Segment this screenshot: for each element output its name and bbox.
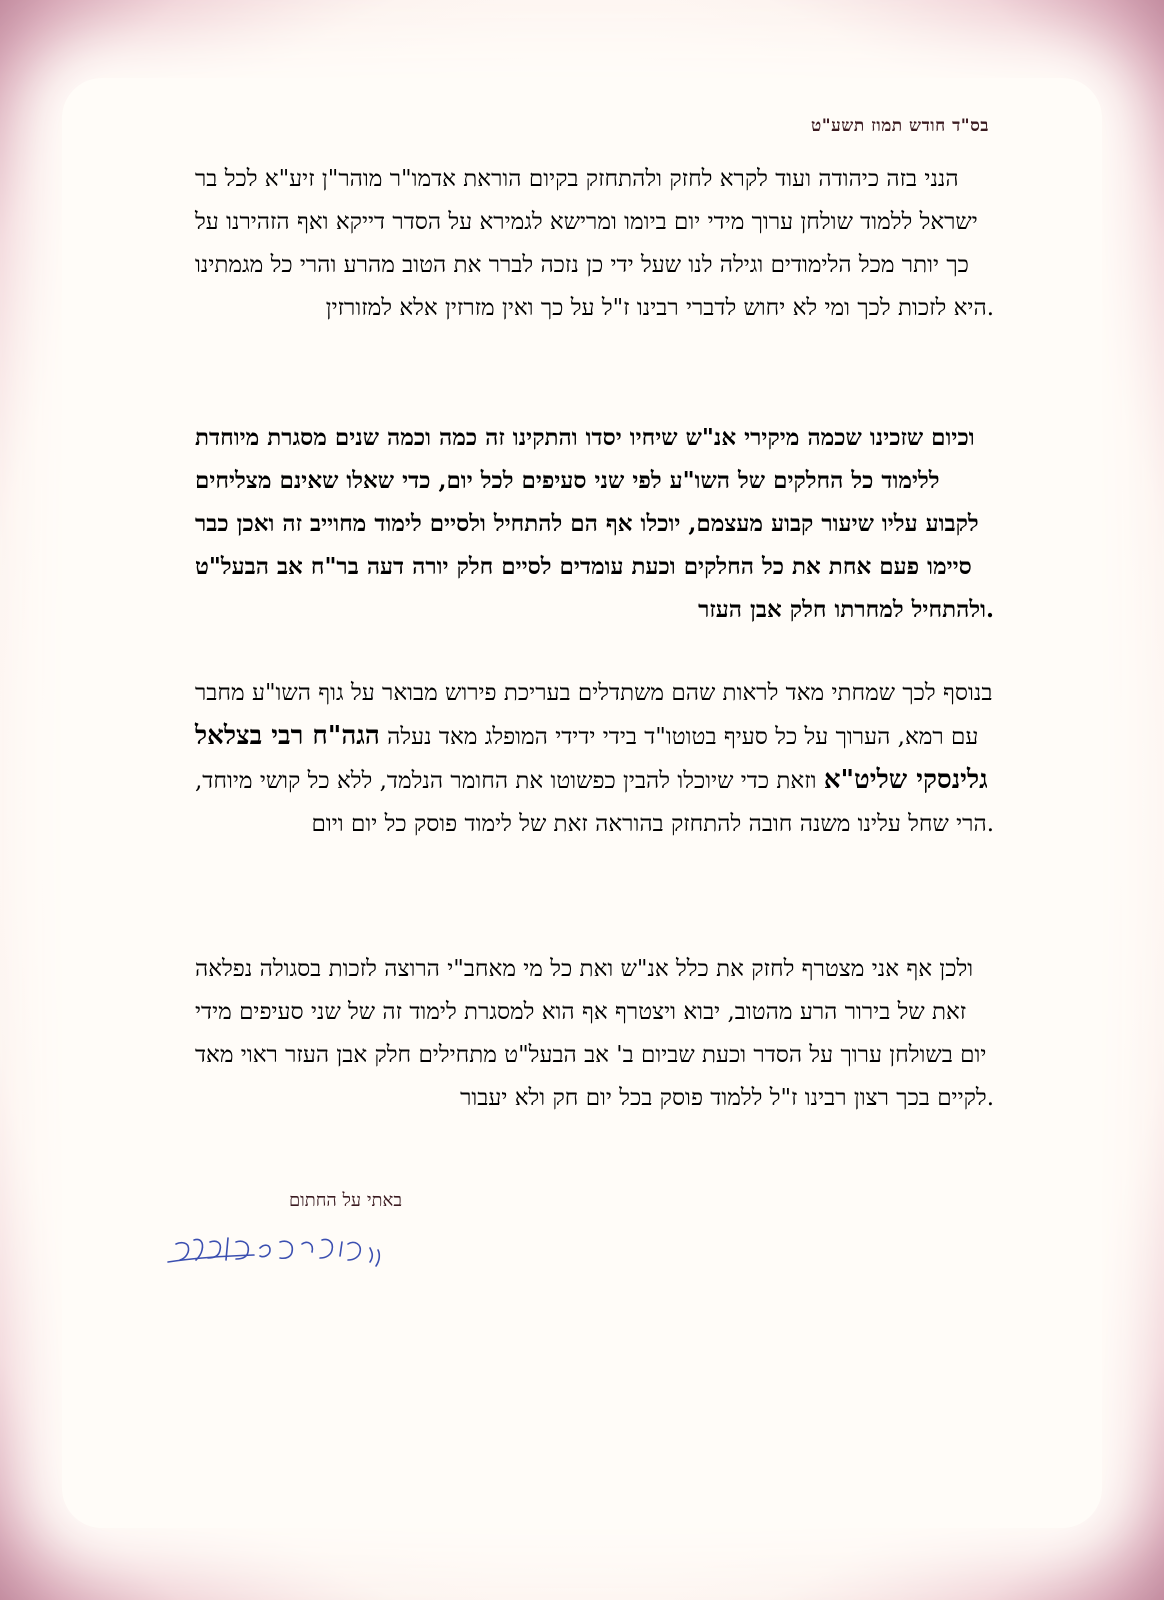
handwritten-signature [164,1222,404,1282]
paragraph-1: הנני בזה כיהודה ועוד לקרא לחזק ולהתחזק בקיום הוראת אדמו"ר מוהר"ן זיע"א לכל בר ישראל ללמוד שולחן ערוך מידי יום ביומו ומרישא לגמירא על הסדר דייקא ואף הזהירנו על כך יותר מכל הלימודים וגילה לנו שעל ידי כן נזכה לברר את הטוב מהרע והרי כל מגמתינו היא לזכות לכך ומי לא יחוש לדברי רבינו ז"ל על כך ואין מזרזין אלא למזורזין. [195,166,994,321]
rabbi-name-bold: הגה"ח רבי בצלאל גלינסקי שליט"א [195,721,988,795]
paragraph-3 [195,672,994,846]
paragraph-3-text-start: בנוסף לכך שמחתי מאד לראות שהם משתדלים בעריכת פירוש מבואר על גוף השו"ע מחבר עם רמא, הערוך על כל סעיף בטוטו"ד בידי ידידי המופלג מאד נעלה [195,680,993,750]
closing-line: באתי על החתום [288,1190,402,1211]
paragraph-3-text-end: וזאת כדי שיוכלו להבין כפשוטו את החומר הנלמד, ללא כל קושי מיוחד, הרי שחל עלינו משנה חובה להתחזק בהוראה זאת של לימוד פוסק כל יום ויום. [195,768,994,837]
paragraph-4: ולכן אף אני מצטרף לחזק את כלל אנ"ש ואת כל מי מאחב"י הרוצה לזכות בסגולה נפלאה זאת של בירור הרע מהטוב, יבוא ויצטרף אף הוא למסגרת לימוד זה של שני סעיפים מידי יום בשולחן ערוך על הסדר וכעת שביום ב' אב הבעל"ט מתחילים חלק אבן העזר ראוי מאד לקיים בכך רצון רבינו ז"ל ללמוד פוסק בכל יום חק ולא יעבור. [195,956,994,1111]
paragraph-2: וכיום שזכינו שכמה מיקירי אנ"ש שיחיו יסדו והתקינו זה כמה וכמה שנים מסגרת מיוחדת ללימוד כל החלקים של השו"ע לפי שני סעיפים לכל יום, כדי שאלו שאינם מצליחים לקבוע עליו שיעור קבוע מעצמם, יוכלו אף הם להתחיל ולסיים לימוד מחוייב זה ואכן כבר סיימו פעם אחת את כל החלקים וכעת עומדים לסיים חלק יורה דעה בר"ח אב הבעל"ט ולהתחיל למחרתו חלק אבן העזר. [195,424,994,623]
letter-date-header: בס"ד חודש תמוז תשע"ט [811,116,989,136]
